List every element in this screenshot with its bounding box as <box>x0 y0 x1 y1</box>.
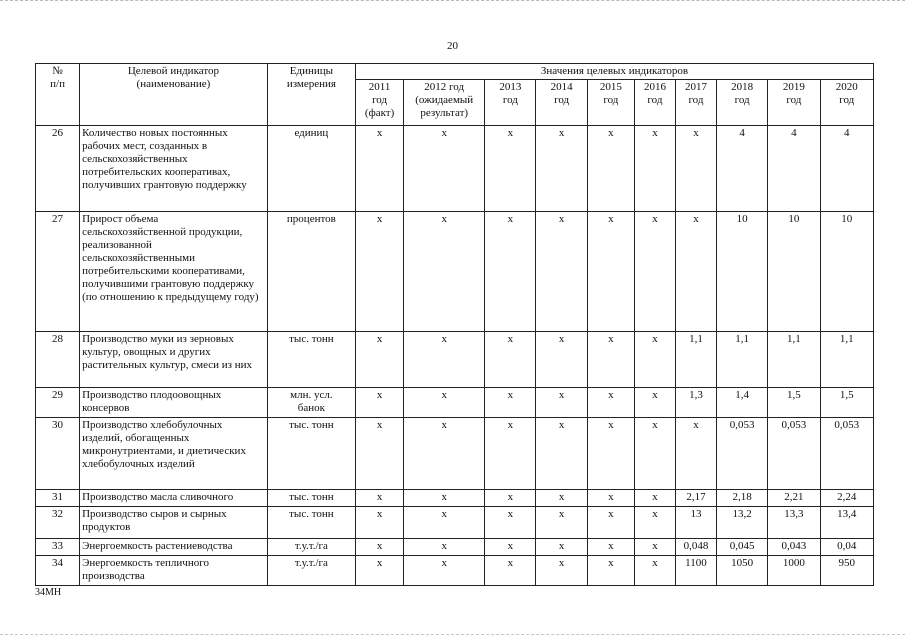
value-cell: 10 <box>716 211 767 331</box>
table-row <box>36 125 874 211</box>
value-cell: x <box>355 331 403 387</box>
row-number: 29 <box>36 387 80 417</box>
value-cell: x <box>355 125 403 211</box>
value-cell: x <box>675 211 716 331</box>
value-cell: x <box>355 211 403 331</box>
value-cell: 4 <box>716 125 767 211</box>
value-cell: x <box>587 211 634 331</box>
value-cell: 1,1 <box>820 331 873 387</box>
value-cell: 0,048 <box>675 538 716 555</box>
value-cell: x <box>536 506 587 538</box>
header-year-0: 2011 год (факт) <box>355 79 403 125</box>
value-cell: x <box>536 538 587 555</box>
row-number: 33 <box>36 538 80 555</box>
value-cell: 1,1 <box>675 331 716 387</box>
value-cell: x <box>587 506 634 538</box>
value-cell: x <box>634 331 675 387</box>
value-cell: x <box>587 125 634 211</box>
value-cell: x <box>536 417 587 489</box>
value-cell: x <box>355 489 403 506</box>
table-row <box>36 489 874 506</box>
header-year-3: 2014 год <box>536 79 587 125</box>
value-cell: x <box>485 387 536 417</box>
row-number: 34 <box>36 555 80 585</box>
page-number: 20 <box>447 40 458 52</box>
value-cell: x <box>536 125 587 211</box>
unit-cell: т.у.т./га <box>267 555 355 585</box>
value-cell: x <box>404 538 485 555</box>
value-cell: 1050 <box>716 555 767 585</box>
value-cell: x <box>485 125 536 211</box>
indicator-name: Производство масла сливочного <box>80 489 268 506</box>
value-cell: x <box>404 387 485 417</box>
value-cell: 1,1 <box>768 331 820 387</box>
row-number: 31 <box>36 489 80 506</box>
header-year-6: 2017 год <box>675 79 716 125</box>
value-cell: 2,17 <box>675 489 716 506</box>
header-year-7: 2018 год <box>716 79 767 125</box>
indicators-table <box>35 63 874 586</box>
value-cell: x <box>404 489 485 506</box>
value-cell: x <box>404 555 485 585</box>
value-cell: 0,053 <box>768 417 820 489</box>
value-cell: x <box>485 417 536 489</box>
table-row <box>36 387 874 417</box>
value-cell: 10 <box>820 211 873 331</box>
header-values: Значения целевых индикаторов <box>355 64 873 80</box>
value-cell: 950 <box>820 555 873 585</box>
value-cell: x <box>485 555 536 585</box>
value-cell: x <box>587 489 634 506</box>
value-cell: 1000 <box>768 555 820 585</box>
value-cell: x <box>404 211 485 331</box>
value-cell: x <box>634 489 675 506</box>
unit-cell: т.у.т./га <box>267 538 355 555</box>
table-row <box>36 555 874 585</box>
value-cell: 1,3 <box>675 387 716 417</box>
indicator-name: Количество новых постоянных рабочих мест, созданных в сельскохозяйственных потребительских кооперативах, получивших грантовую поддержку <box>80 125 268 211</box>
value-cell: x <box>587 538 634 555</box>
table-row <box>36 331 874 387</box>
scan-edge-bottom <box>0 634 905 639</box>
header-num: № п/п <box>36 64 80 126</box>
unit-cell: млн. усл. банок <box>267 387 355 417</box>
value-cell: x <box>485 211 536 331</box>
value-cell: x <box>536 555 587 585</box>
table-head <box>36 64 874 126</box>
value-cell: x <box>634 125 675 211</box>
value-cell: x <box>485 331 536 387</box>
value-cell: 1,1 <box>716 331 767 387</box>
value-cell: 2,24 <box>820 489 873 506</box>
table-row <box>36 211 874 331</box>
indicator-name: Производство плодоовощных консервов <box>80 387 268 417</box>
value-cell: x <box>485 489 536 506</box>
header-unit: Единицы измерения <box>267 64 355 126</box>
table-body <box>36 125 874 585</box>
value-cell: x <box>587 387 634 417</box>
value-cell: x <box>355 417 403 489</box>
unit-cell: тыс. тонн <box>267 417 355 489</box>
indicator-name: Энергоемкость растениеводства <box>80 538 268 555</box>
indicator-name: Производство муки из зерновых культур, овощных и других растительных культур, смеси из них <box>80 331 268 387</box>
value-cell: x <box>587 331 634 387</box>
value-cell: x <box>587 555 634 585</box>
value-cell: x <box>587 417 634 489</box>
value-cell: x <box>634 555 675 585</box>
value-cell: x <box>404 125 485 211</box>
header-year-9: 2020 год <box>820 79 873 125</box>
value-cell: x <box>355 555 403 585</box>
table-row <box>36 417 874 489</box>
header-year-2: 2013 год <box>485 79 536 125</box>
value-cell: x <box>485 506 536 538</box>
value-cell: 13,4 <box>820 506 873 538</box>
value-cell: x <box>634 417 675 489</box>
document-code: 34МН <box>35 587 62 598</box>
row-number: 30 <box>36 417 80 489</box>
row-number: 26 <box>36 125 80 211</box>
value-cell: 0,053 <box>820 417 873 489</box>
value-cell: x <box>485 538 536 555</box>
value-cell: x <box>634 211 675 331</box>
unit-cell: единиц <box>267 125 355 211</box>
value-cell: x <box>634 506 675 538</box>
value-cell: x <box>536 211 587 331</box>
value-cell: x <box>355 387 403 417</box>
unit-cell: тыс. тонн <box>267 489 355 506</box>
unit-cell: тыс. тонн <box>267 331 355 387</box>
header-year-8: 2019 год <box>768 79 820 125</box>
value-cell: 10 <box>768 211 820 331</box>
value-cell: x <box>634 387 675 417</box>
row-number: 32 <box>36 506 80 538</box>
value-cell: 0,045 <box>716 538 767 555</box>
value-cell: 13 <box>675 506 716 538</box>
value-cell: 4 <box>768 125 820 211</box>
unit-cell: процентов <box>267 211 355 331</box>
value-cell: 1,5 <box>820 387 873 417</box>
value-cell: x <box>355 538 403 555</box>
value-cell: x <box>355 506 403 538</box>
indicator-name: Производство сыров и сырных продуктов <box>80 506 268 538</box>
value-cell: x <box>404 417 485 489</box>
value-cell: 2,21 <box>768 489 820 506</box>
header-indicator: Целевой индикатор (наименование) <box>80 64 268 126</box>
table-row <box>36 538 874 555</box>
value-cell: x <box>536 387 587 417</box>
value-cell: x <box>675 417 716 489</box>
value-cell: 0,053 <box>716 417 767 489</box>
table-row <box>36 506 874 538</box>
value-cell: x <box>675 125 716 211</box>
value-cell: x <box>404 506 485 538</box>
scan-edge-top <box>0 0 905 5</box>
indicator-name: Прирост объема сельскохозяйственной продукции, реализованной сельскохозяйственными потребительскими кооперативами, получившими грантовую поддержку (по отношению к предыдущему году) <box>80 211 268 331</box>
row-number: 27 <box>36 211 80 331</box>
value-cell: x <box>536 331 587 387</box>
value-cell: 4 <box>820 125 873 211</box>
value-cell: x <box>634 538 675 555</box>
value-cell: 0,043 <box>768 538 820 555</box>
value-cell: 1100 <box>675 555 716 585</box>
row-number: 28 <box>36 331 80 387</box>
value-cell: 13,3 <box>768 506 820 538</box>
value-cell: 13,2 <box>716 506 767 538</box>
value-cell: 1,5 <box>768 387 820 417</box>
header-year-1: 2012 год (ожидаемый результат) <box>404 79 485 125</box>
value-cell: 2,18 <box>716 489 767 506</box>
value-cell: x <box>404 331 485 387</box>
indicator-name: Производство хлебобулочных изделий, обогащенных микронутриентами, и диетических хлебобулочных изделий <box>80 417 268 489</box>
value-cell: x <box>536 489 587 506</box>
value-cell: 1,4 <box>716 387 767 417</box>
header-year-5: 2016 год <box>634 79 675 125</box>
unit-cell: тыс. тонн <box>267 506 355 538</box>
indicator-name: Энергоемкость тепличного производства <box>80 555 268 585</box>
value-cell: 0,04 <box>820 538 873 555</box>
header-year-4: 2015 год <box>587 79 634 125</box>
